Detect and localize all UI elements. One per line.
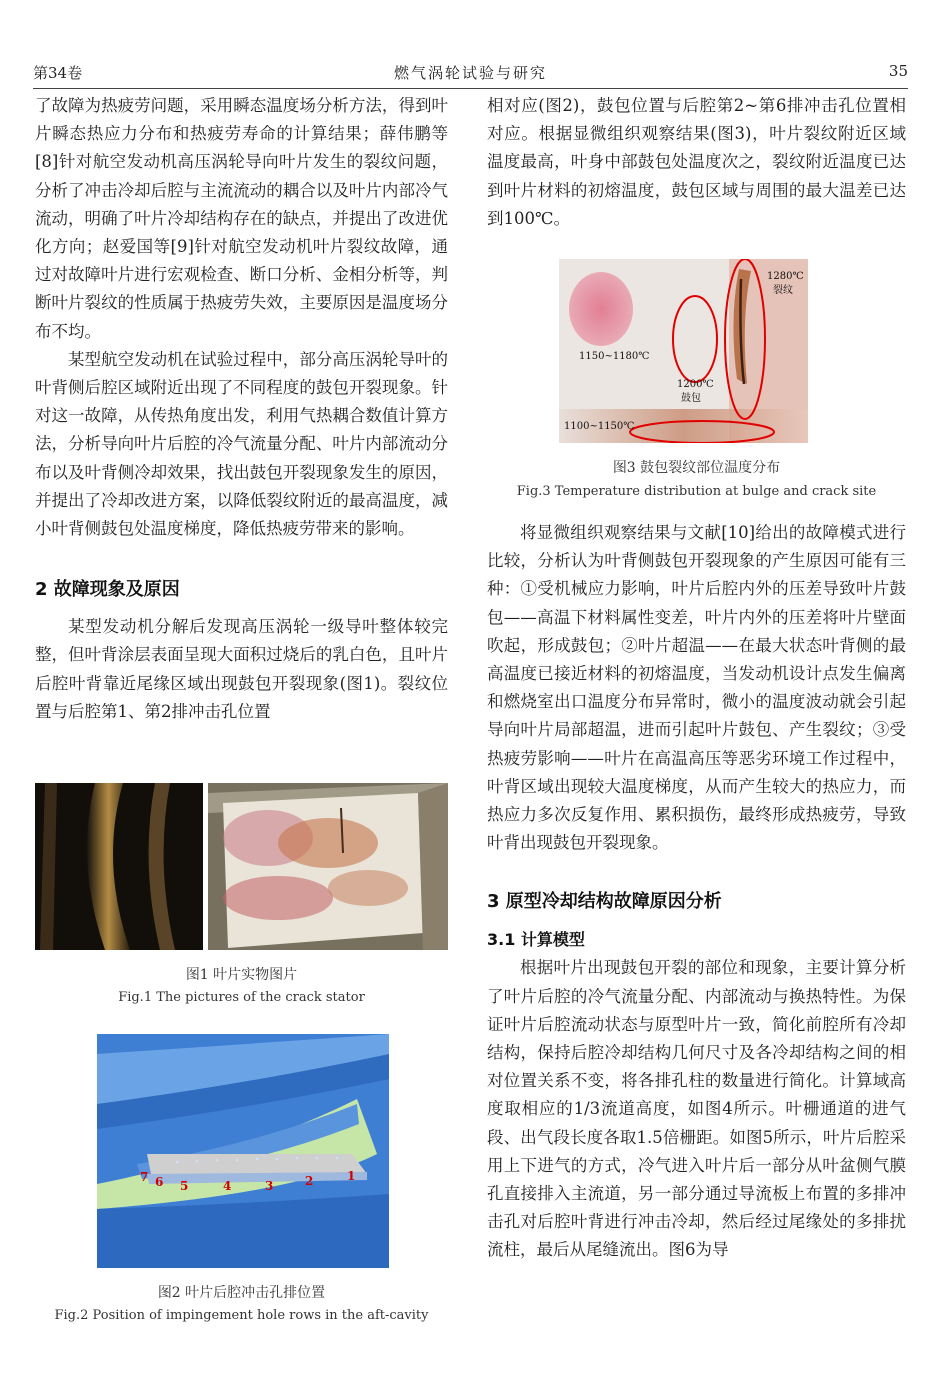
fig1-caption-cn: 图1 叶片实物图片 <box>185 967 298 983</box>
fig3-caption-en: Fig.3 Temperature distribution at bulge and crack site <box>516 484 877 499</box>
header-rule <box>33 88 908 89</box>
fig2-cad-image <box>97 1034 389 1268</box>
fig2-row-label-7: 7 <box>140 1170 149 1184</box>
left-paragraph-2: 某型航空发动机在试验过程中，部分高压涡轮导叶的叶背侧后腔区域附近出现了不同程度的鼓包开裂现象。针对这一故障，从传热角度出发，利用气热耦合数值计算方法，分析导向叶片后腔的冷气流量分配、叶片内部流动分布以及叶背侧冷却效果，找出鼓包开裂现象发生的原因，并提出了冷却改进方案，以降低裂纹附近的最高温度，减小叶背侧鼓包处温度梯度，降低热疲劳带来的影响。 <box>35 349 448 539</box>
left-paragraph-3: 某型发动机分解后发现高压涡轮一级导叶整体较完整，但叶背涂层表面呈现大面积过烧后的乳白色，且叶片后腔叶背靠近尾缘区域出现鼓包开裂现象(图1)。裂纹位置与后腔第1、第2排冲击孔位置 <box>35 617 448 721</box>
volume-label: 第34卷 <box>33 64 83 82</box>
fig3-label-bulge-temp: 1200℃ <box>677 379 714 390</box>
fig2-row-label-2: 2 <box>305 1174 314 1188</box>
running-header <box>33 62 908 88</box>
fig1-photo-right <box>208 783 448 950</box>
fig3-label-crack-temp: 1280℃ <box>767 271 804 282</box>
right-paragraph-3: 根据叶片出现鼓包开裂的部位和现象，主要计算分析了叶片后腔的冷气流量分配、内部流动与换热特性。为保证叶片后腔流动状态与原型叶片一致，简化前腔所有冷却结构，保持后腔冷却结构几何尺寸及各冷却结构之间的相对位置关系不变，将各排孔柱的数量进行简化。计算域高度取相应的1/3流道高度，如图4所示。叶栅通道的进气段、出气段长度各取1.5倍栅距。如图5所示，叶片后腔采用上下进气的方式，冷气进入叶片后一部分从叶盆侧气膜孔直接排入主流道，另一部分通过导流板上布置的多排冲击孔对后腔叶背进行冲击冷却，然后经过尾缘处的多排扰流柱，最后从尾缝流出。图6为导 <box>487 958 906 1260</box>
subsection-3-1-heading: 3.1 计算模型 <box>487 930 585 950</box>
fig2-row-label-1: 1 <box>347 1169 356 1183</box>
fig3-label-upper-left: 1150~1180℃ <box>579 351 650 362</box>
fig2-row-label-5: 5 <box>180 1179 189 1193</box>
fig3-photo <box>559 259 808 443</box>
fig3-label-bulge: 鼓包 <box>681 393 701 404</box>
fig3-label-crack: 裂纹 <box>773 285 793 296</box>
fig2-caption-cn: 图2 叶片后腔冲击孔排位置 <box>157 1285 326 1301</box>
fig1-photo-left <box>35 783 203 950</box>
left-paragraph-1: 了故障为热疲劳问题，采用瞬态温度场分析方法，得到叶片瞬态热应力分布和热疲劳寿命的计算结果；薛伟鹏等[8]针对航空发动机高压涡轮导向叶片发生的裂纹问题，分析了冲击冷却后腔与主流流动的耦合以及叶片内部冷气流动，明确了叶片冷却结构存在的缺点，并提出了改进优化方向；赵爱国等[9]针对航空发动机叶片裂纹故障，通过对故障叶片进行宏观检查、断口分析、金相分析等，判断叶片裂纹的性质属于热疲劳失效，主要原因是温度场分布不均。 <box>35 96 448 341</box>
fig2-row-label-3: 3 <box>265 1179 274 1193</box>
section-3-heading: 3 原型冷却结构故障原因分析 <box>487 891 722 913</box>
fig3-caption-cn: 图3 鼓包裂纹部位温度分布 <box>612 460 781 476</box>
right-paragraph-1: 相对应(图2)，鼓包位置与后腔第2~第6排冲击孔位置相对应。根据显微组织观察结果(图3)，叶片裂纹附近区域温度最高，叶身中部鼓包处温度次之，裂纹附近温度已达到叶片材料的初熔温度，鼓包区域与周围的最大温差已达到100℃。 <box>487 96 906 228</box>
right-column-top <box>487 92 906 233</box>
right-column-bottom <box>487 519 906 1265</box>
left-column <box>35 92 448 726</box>
fig2-row-label-6: 6 <box>155 1175 164 1189</box>
section-2-heading: 2 故障现象及原因 <box>35 579 180 601</box>
fig2-row-label-4: 4 <box>223 1179 232 1193</box>
right-paragraph-2: 将显微组织观察结果与文献[10]给出的故障模式进行比较，分析认为叶背侧鼓包开裂现象的产生原因可能有三种：①受机械应力影响，叶片后腔内外的压差导致叶片鼓包——高温下材料属性变差，叶片内外的压差将叶片壁面吹起，形成鼓包；②叶片超温——在最大状态叶背侧的最高温度已接近材料的初熔温度，当发动机设计点发生偏离和燃烧室出口温度分布异常时，微小的温度波动就会引起导向叶片局部超温，进而引起叶片鼓包、产生裂纹；③受热疲劳影响——叶片在高温高压等恶劣环境工作过程中，叶背区域出现较大温度梯度，从而产生较大的热应力，而热应力多次反复作用、累积损伤，最终形成热疲劳，导致叶背出现鼓包开裂现象。 <box>487 523 906 853</box>
page-number: 35 <box>888 62 908 80</box>
fig2-caption-en: Fig.2 Position of impingement hole rows in the aft-cavity <box>54 1308 429 1323</box>
fig1-caption-en: Fig.1 The pictures of the crack stator <box>118 990 365 1005</box>
fig3-label-bottom: 1100~1150℃ <box>564 421 635 432</box>
journal-title: 燃气涡轮试验与研究 <box>393 64 547 82</box>
